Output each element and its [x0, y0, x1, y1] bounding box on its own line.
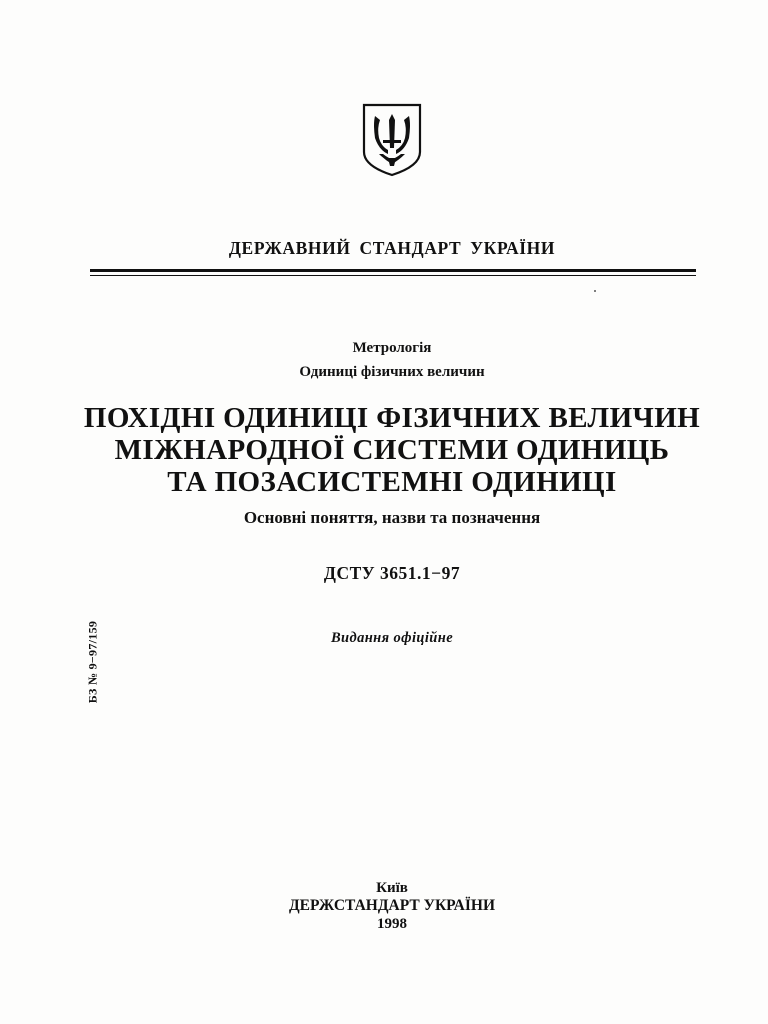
imprint-publisher: ДЕРЖСТАНДАРТ УКРАЇНИ — [288, 897, 496, 914]
main-title — [0, 402, 768, 498]
subject-subfield: Одиниці фізичних величин — [299, 364, 485, 380]
header-rule-thick — [90, 269, 696, 272]
scan-speck — [594, 290, 596, 292]
standard-designation: ДСТУ 3651.1−97 — [323, 563, 461, 583]
subtitle: Основні поняття, назви та позначення — [243, 508, 541, 527]
side-registration-note: БЗ № 9−97/159 — [85, 620, 100, 704]
main-title-line-3: ТА ПОЗАСИСТЕМНІ ОДИНИЦІ — [167, 466, 617, 498]
header-rule-thin — [90, 275, 696, 276]
main-title-line-2: МІЖНАРОДНОЇ СИСТЕМИ ОДИНИЦЬ — [114, 434, 670, 466]
edition-note: Видання офіційне — [330, 630, 454, 646]
imprint-city: Київ — [376, 880, 408, 896]
header-title: ДЕРЖАВНИЙ СТАНДАРТ УКРАЇНИ — [228, 238, 556, 258]
main-title-line-1: ПОХІДНІ ОДИНИЦІ ФІЗИЧНИХ ВЕЛИЧИН — [83, 402, 701, 434]
imprint-year: 1998 — [377, 916, 407, 932]
ukraine-trident-emblem-icon — [361, 102, 423, 178]
subject-field: Метрологія — [352, 340, 432, 356]
